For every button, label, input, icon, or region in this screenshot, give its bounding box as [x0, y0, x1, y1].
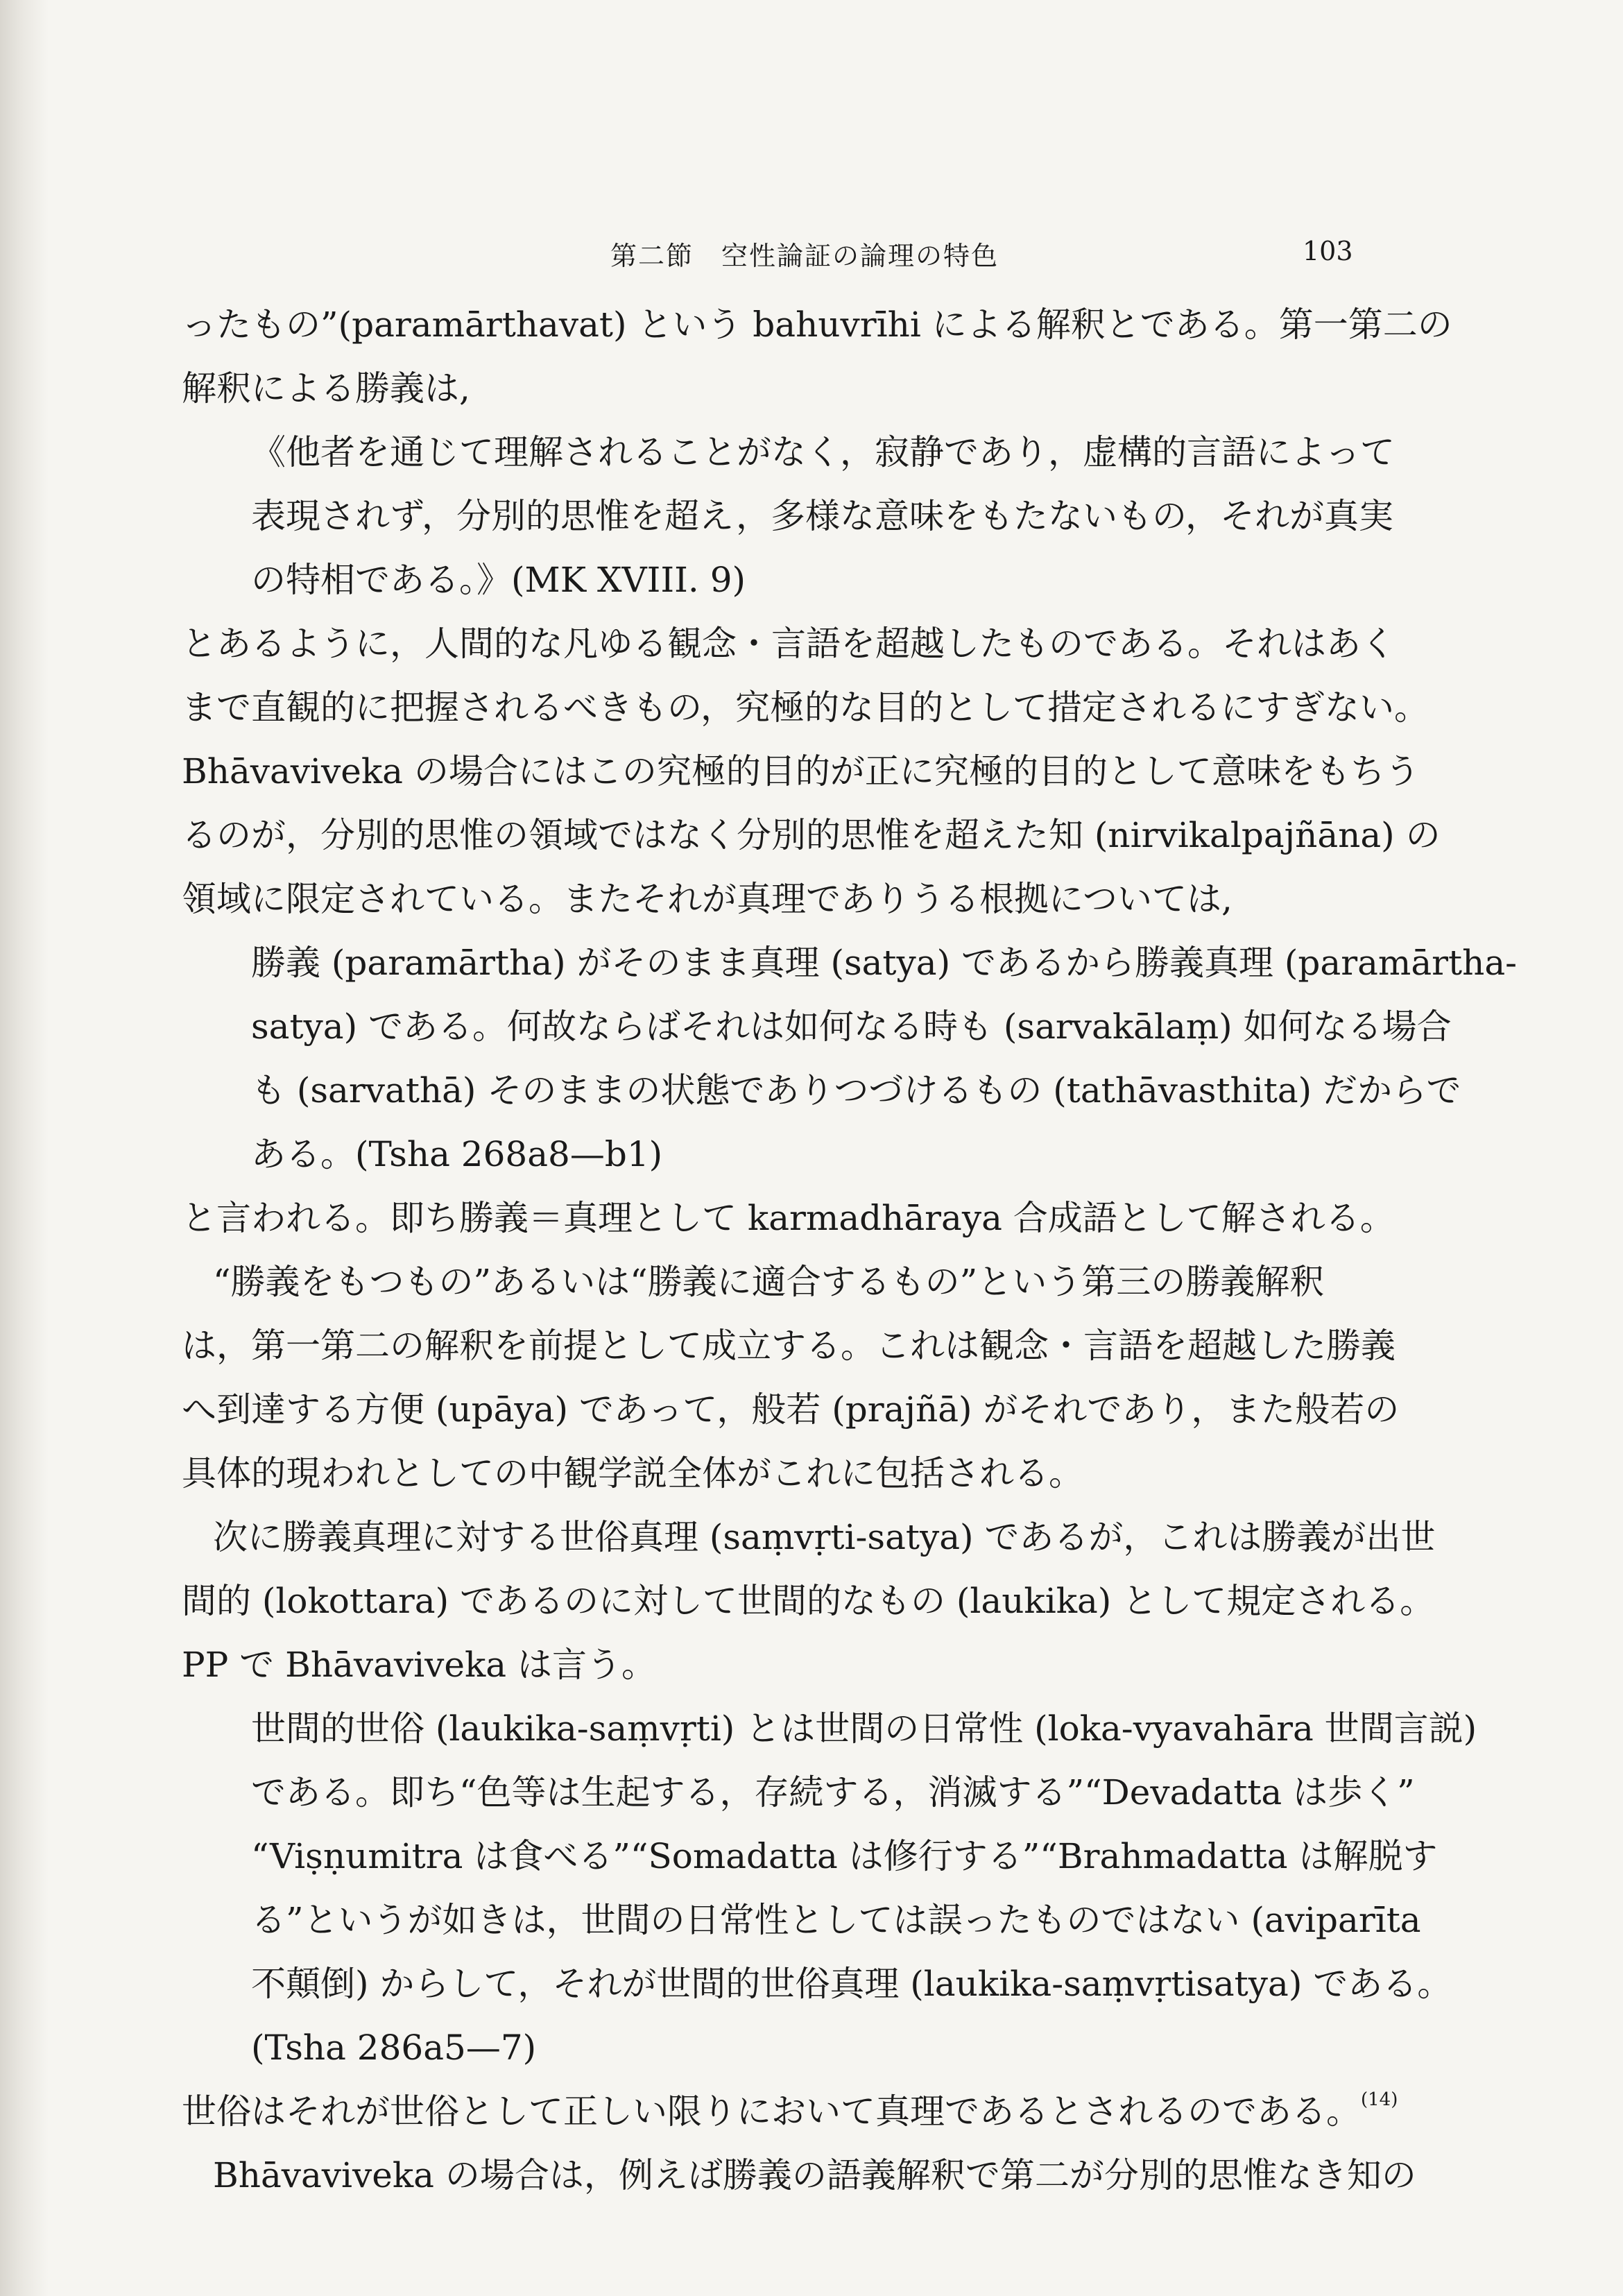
text-line: るのが，分別的思惟の領域ではなく分別的思惟を超えた知 (nirvikalpajñāna) の	[182, 815, 1441, 855]
page-number: 103	[1303, 236, 1353, 266]
paragraph-first-line: 次に勝義真理に対する世俗真理 (saṃvṛti-satya) であるが，これは勝義が出世	[213, 1517, 1436, 1557]
running-head: 第二節 空性論証の論理の特色	[610, 241, 999, 271]
quote-line: ある。(Tsha 268a8—b1)	[251, 1134, 663, 1174]
text-line: は，第一第二の解釈を前提として成立する。これは観念・言語を超越した勝義	[182, 1326, 1396, 1366]
quote-line: satya) である。何故ならばそれは如何なる時も (sarvakālaṃ) 如何なる場合	[251, 1006, 1452, 1047]
quote-line: の特相である。》(MK XVIII. 9)	[251, 560, 746, 600]
quote-line: も (sarvathā) そのままの状態でありつづけるもの (tathāvasthita) だからで	[251, 1070, 1461, 1111]
scan-page-edge	[0, 0, 49, 2296]
text-line: とあるように，人間的な凡ゆる観念・言語を超越したものである。それはあく	[182, 624, 1396, 664]
text-line: 具体的現われとしての中観学説全体がこれに包括される。	[182, 1453, 1083, 1493]
quote-line: 《他者を通じて理解されることがなく，寂静であり，虚構的言語によって	[251, 432, 1395, 472]
paragraph-first-line: Bhāvaviveka の場合は，例えば勝義の語義解釈で第二が分別的思惟なき知の	[213, 2155, 1416, 2195]
text-line: まで直観的に把握されるべきもの，究極的な目的として措定されるにすぎない。	[182, 687, 1429, 728]
text-line: 解釈による勝義は,	[182, 368, 470, 409]
quote-line: 勝義 (paramārtha) がそのまま真理 (satya) であるから勝義真理 (paramārtha-	[251, 943, 1518, 983]
quote-line: る”というが如きは，世間の日常性としては誤ったものではない (aviparīta	[251, 1900, 1421, 1940]
quote-line: 不顛倒) からして，それが世間的世俗真理 (laukika-saṃvṛtisatya) である。	[251, 1964, 1452, 2004]
quote-line: (Tsha 286a5—7)	[251, 2028, 537, 2068]
quote-line: 表現されず，分別的思惟を超え，多様な意味をもたないもの，それが真実	[251, 496, 1393, 536]
footnote-reference[interactable]: (14)	[1361, 2089, 1398, 2110]
page-header	[0, 234, 1623, 276]
text-line: 領域に限定されている。またそれが真理でありうる根拠については,	[182, 879, 1233, 919]
text-line-content: 世俗はそれが世俗として正しい限りにおいて真理であるとされるのである。	[182, 2091, 1361, 2132]
text-line: 間的 (lokottara) であるのに対して世間的なもの (laukika) として規定される。	[182, 1581, 1435, 1621]
quote-line: である。即ち“色等は生起する，存続する，消滅する”“Devadatta は歩く”	[251, 1772, 1415, 1813]
quote-line: 世間的世俗 (laukika-saṃvṛti) とは世間の日常性 (loka-vyavahāra 世間言説)	[251, 1708, 1477, 1749]
text-line: ったもの”(paramārthavat) という bahuvrīhi による解釈とである。第一第二の	[182, 305, 1452, 345]
paragraph-first-line: “勝義をもつもの”あるいは“勝義に適合するもの”という第三の勝義解釈	[213, 1262, 1325, 1302]
text-line: Bhāvaviveka の場合にはこの究極的目的が正に究極的目的として意味をもちう	[182, 751, 1420, 791]
text-line: PP で Bhāvaviveka は言う。	[182, 1645, 656, 1685]
text-line-with-note	[182, 2080, 1398, 2143]
body-text	[182, 293, 1518, 2207]
quote-line: “Viṣṇumitra は食べる”“Somadatta は修行する”“Brahmadatta は解脱す	[251, 1836, 1438, 1876]
text-line: と言われる。即ち勝義＝真理として karmadhāraya 合成語として解される。	[182, 1198, 1395, 1238]
text-line: へ到達する方便 (upāya) であって，般若 (prajñā) がそれであり，また般若の	[182, 1389, 1400, 1430]
